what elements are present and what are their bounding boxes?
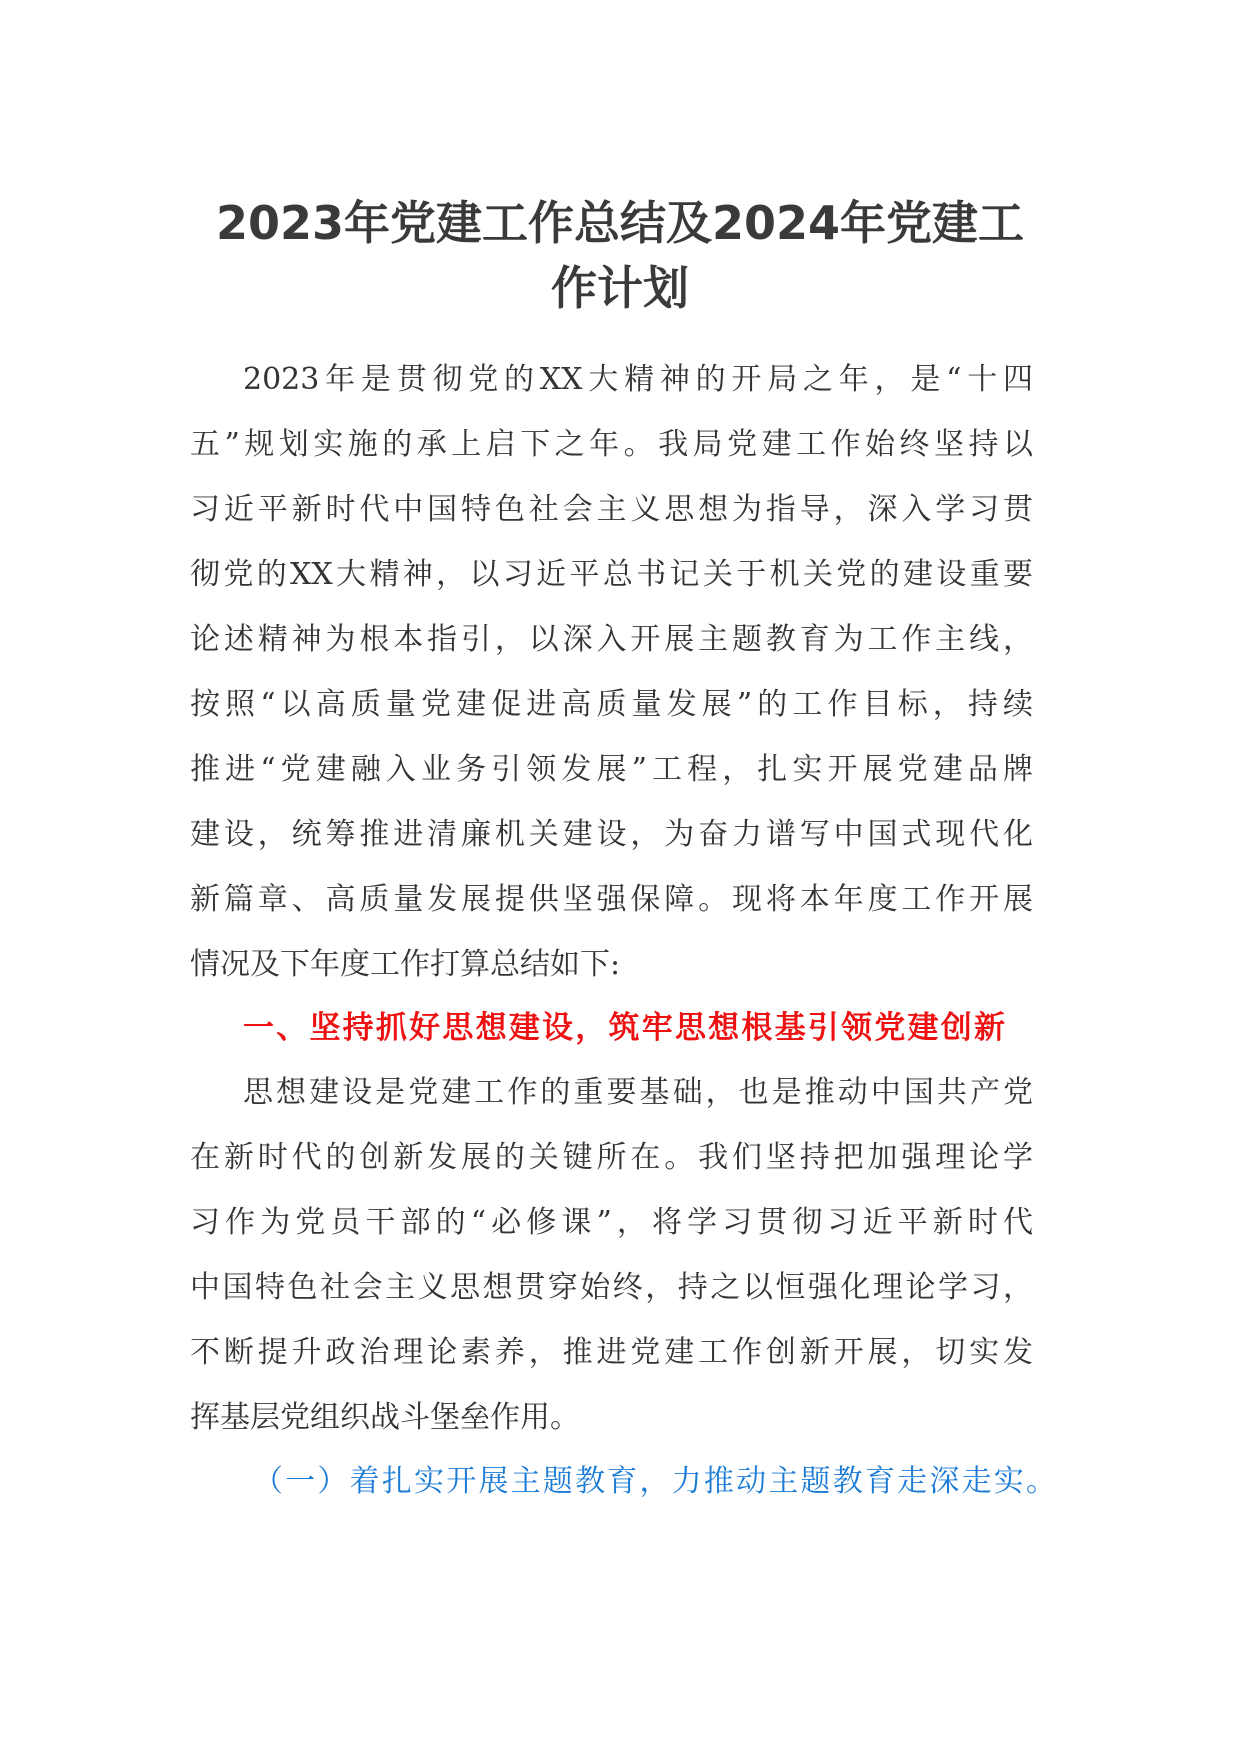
paragraph-line: 习近平新时代中国特色社会主义思想为指导，深入学习贯 [190,492,1033,527]
paragraph-line: 论述精神为根本指引，以深入开展主题教育为工作主线， [190,622,1033,657]
paragraph-line: 按照“以高质量党建促进高质量发展”的工作目标，持续 [190,687,1033,722]
subsection-heading-1: （一）着扎实开展主题教育，力推动主题教育走深走实。 [253,1464,1056,1499]
section-heading-1: 一、坚持抓好思想建设，筑牢思想根基引领党建创新 [243,1010,1005,1046]
paragraph-line: 不断提升政治理论素养，推进党建工作创新开展，切实发 [190,1335,1033,1370]
paragraph-line: 彻党的XX大精神，以习近平总书记关于机关党的建设重要 [190,557,1033,592]
document-title-line-1: 2023年党建工作总结及2024年党建工 [215,196,1025,250]
paragraph-line: 习作为党员干部的“必修课”，将学习贯彻习近平新时代 [190,1205,1033,1240]
paragraph-line: 新篇章、高质量发展提供坚强保障。现将本年度工作开展 [190,882,1033,917]
paragraph-line: 推进“党建融入业务引领发展”工程，扎实开展党建品牌 [190,752,1033,787]
paragraph-line: 2023年是贯彻党的XX大精神的开局之年，是“十四 [243,362,1033,397]
paragraph-line: 情况及下年度工作打算总结如下: [190,947,621,982]
paragraph-line: 挥基层党组织战斗堡垒作用。 [190,1400,580,1435]
paragraph-line: 建设，统筹推进清廉机关建设，为奋力谱写中国式现代化 [190,817,1033,852]
paragraph-line: 思想建设是党建工作的重要基础，也是推动中国共产党 [243,1075,1033,1110]
document-title-line-2: 作计划 [551,261,689,315]
paragraph-line: 在新时代的创新发展的关键所在。我们坚持把加强理论学 [190,1140,1033,1175]
paragraph-line: 中国特色社会主义思想贯穿始终，持之以恒强化理论学习， [190,1270,1033,1305]
paragraph-line: 五”规划实施的承上启下之年。我局党建工作始终坚持以 [190,427,1033,462]
